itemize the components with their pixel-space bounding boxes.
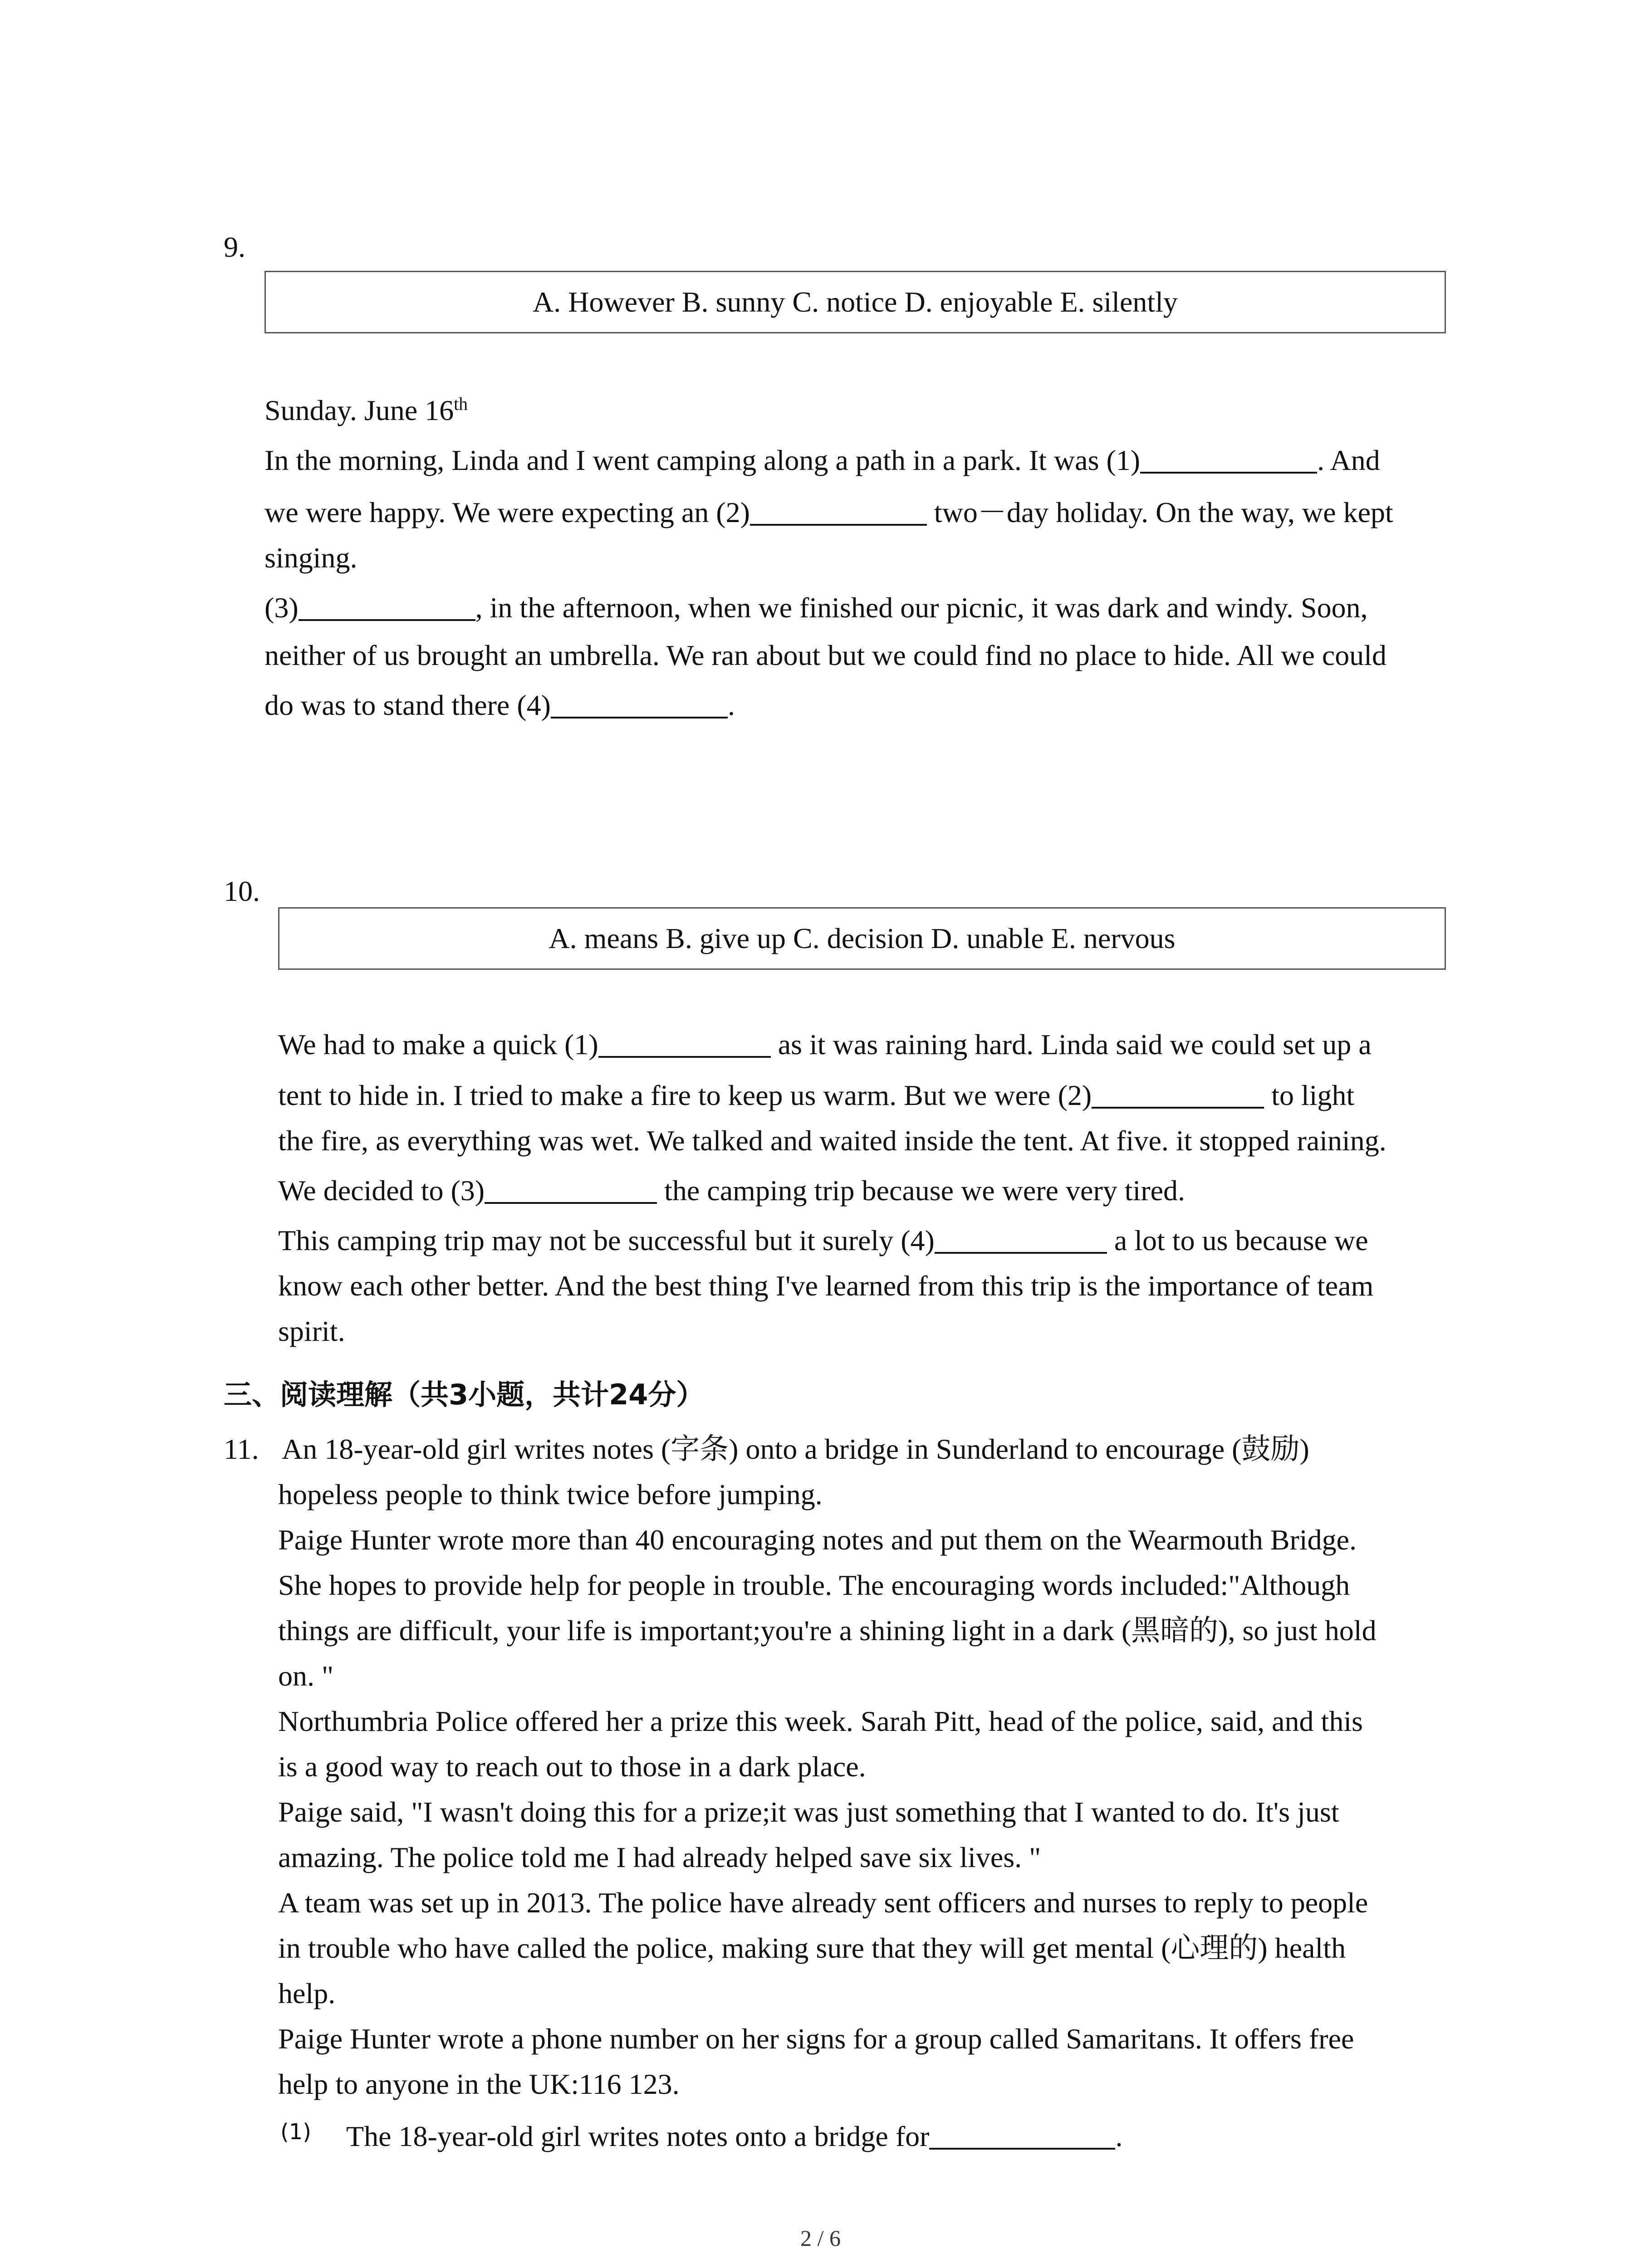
word-bank-text: A. means B. give up C. decision D. unable E. nervous xyxy=(549,922,1176,954)
text-segment: , in the afternoon, when we finished our picnic, it was dark and windy. Soon, xyxy=(475,591,1368,624)
text-segment: . xyxy=(727,689,735,721)
word-bank-box xyxy=(278,907,1446,970)
passage-line: help. xyxy=(278,1977,336,2009)
text-segment: the camping trip because we were very tired. xyxy=(657,1174,1185,1207)
passage-line: in trouble who have called the police, making sure that they will get mental (心理的) health xyxy=(278,1932,1346,1964)
text-segment: In the morning, Linda and I went camping along a path in a park. It was (1) xyxy=(265,444,1141,476)
passage-line: is a good way to reach out to those in a dark place. xyxy=(278,1750,866,1783)
answer-blank-4[interactable] xyxy=(551,688,728,719)
text-segment: tent to hide in. I tried to make a fire to keep us warm. But we were (2) xyxy=(278,1079,1092,1111)
passage-line xyxy=(278,1077,1354,1114)
passage-line: A team was set up in 2013. The police have already sent officers and nurses to reply to people xyxy=(278,1887,1368,1919)
text-segment: neither of us brought an umbrella. We ran about but we could find no place to hide. All we could xyxy=(265,639,1387,671)
passage-line: She hopes to provide help for people in trouble. The encouraging words included:"Although xyxy=(278,1569,1350,1601)
question-number: 10. xyxy=(224,875,260,907)
text-segment: a lot to us because we xyxy=(1107,1224,1368,1256)
passage-line: Paige Hunter wrote a phone number on her signs for a group called Samaritans. It offers free xyxy=(278,2023,1354,2055)
passage-line: amazing. The police told me I had already helped save six lives. " xyxy=(278,1841,1041,1873)
passage-line xyxy=(265,590,1368,626)
subquestion-line xyxy=(346,2118,1122,2155)
passage-line xyxy=(265,687,735,723)
passage-line xyxy=(278,1173,1185,1209)
text-segment: (3) xyxy=(265,591,299,624)
answer-blank-3[interactable] xyxy=(485,1173,657,1204)
passage-line xyxy=(265,540,357,576)
answer-blank-3[interactable] xyxy=(299,590,475,621)
date-text: Sunday. June 16 xyxy=(265,394,454,426)
text-segment: two－day holiday. On the way, we kept xyxy=(926,496,1393,528)
text-segment: We decided to (3) xyxy=(278,1174,485,1207)
text-segment: know each other better. And the best thing I've learned from this trip is the importance of team xyxy=(278,1270,1374,1302)
passage-line xyxy=(265,637,1386,674)
text-segment: as it was raining hard. Linda said we could set up a xyxy=(770,1028,1372,1061)
passage-line: help to anyone in the UK:116 123. xyxy=(278,2068,680,2100)
passage-line: hopeless people to think twice before jumping. xyxy=(278,1478,823,1510)
passage-line xyxy=(278,1123,1386,1159)
text-segment: This camping trip may not be successful but it surely (4) xyxy=(278,1224,935,1256)
passage-line xyxy=(278,1026,1372,1063)
answer-blank-1[interactable] xyxy=(598,1027,771,1058)
answer-blank-2[interactable] xyxy=(750,495,927,526)
passage-line xyxy=(278,1222,1368,1259)
date-line xyxy=(265,392,468,429)
date-suffix: th xyxy=(454,394,468,414)
text-segment: The 18-year-old girl writes notes onto a bridge for xyxy=(346,2120,930,2152)
answer-blank-2[interactable] xyxy=(1092,1078,1264,1109)
text-segment: singing. xyxy=(265,542,358,574)
word-bank-text: A. However B. sunny C. notice D. enjoyable E. silently xyxy=(533,286,1178,318)
answer-blank-4[interactable] xyxy=(935,1223,1107,1254)
passage-line: Paige said, "I wasn't doing this for a prize;it was just something that I wanted to do. It's just xyxy=(278,1796,1339,1828)
text-segment: we were happy. We were expecting an (2) xyxy=(265,496,750,528)
passage-line xyxy=(278,1313,345,1349)
passage-line: An 18-year-old girl writes notes (字条) onto a bridge in Sunderland to encourage (鼓励) xyxy=(282,1433,1309,1465)
text-segment: to light xyxy=(1264,1079,1355,1111)
text-segment: . And xyxy=(1317,444,1380,476)
answer-blank-1[interactable] xyxy=(929,2119,1115,2150)
text-segment: . xyxy=(1115,2120,1123,2152)
text-segment: the fire, as everything was wet. We talked and waited inside the tent. At five. it stopped raining. xyxy=(278,1124,1386,1157)
text-segment: We had to make a quick (1) xyxy=(278,1028,598,1061)
question-number: 9. xyxy=(224,231,245,263)
passage-line: Northumbria Police offered her a prize this week. Sarah Pitt, head of the police, said, and this xyxy=(278,1705,1363,1737)
passage-line: things are difficult, your life is important;you're a shining light in a dark (黑暗的), so just hold xyxy=(278,1614,1376,1647)
text-segment: spirit. xyxy=(278,1315,345,1347)
passage-line: on. " xyxy=(278,1660,334,1692)
passage-line xyxy=(278,1268,1373,1304)
passage-line xyxy=(265,494,1393,531)
passage-line: Paige Hunter wrote more than 40 encouraging notes and put them on the Wearmouth Bridge. xyxy=(278,1524,1357,1556)
subquestion-number: (1) xyxy=(280,2119,311,2145)
passage-line xyxy=(265,442,1380,479)
text-segment: do was to stand there (4) xyxy=(265,689,551,721)
section-heading: 三、阅读理解（共3小题，共计24分） xyxy=(224,1378,705,1411)
page-number: 2 / 6 xyxy=(800,2225,841,2251)
question-number: 11. xyxy=(224,1433,259,1465)
word-bank-box xyxy=(265,271,1446,333)
answer-blank-1[interactable] xyxy=(1140,443,1317,474)
